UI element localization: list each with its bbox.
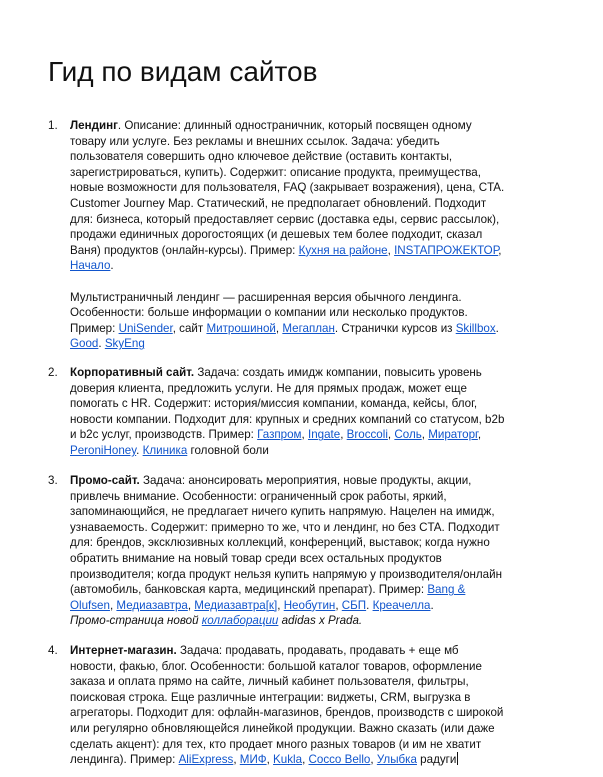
body-text: новости компании. Подходит для: крупных и средних компаний со статусом, b2b <box>70 412 505 426</box>
list-number: 4. <box>48 644 58 657</box>
hyperlink[interactable]: AliExpress <box>178 753 234 767</box>
text-line <box>70 212 530 228</box>
body-text: . <box>366 598 373 612</box>
hyperlink[interactable]: коллаборации <box>201 614 279 628</box>
list-item-promo <box>48 473 530 629</box>
body-text: , сайт <box>172 321 207 335</box>
list-number: 2. <box>48 366 58 379</box>
body-text: Пример: <box>70 321 119 335</box>
body-text: привлечь внимание. Особенности: ограниченный срок работы, яркий, <box>70 489 447 503</box>
text-line <box>70 243 530 259</box>
text-cursor <box>457 752 458 765</box>
body-text: Задача: анонсировать мероприятия, новые продукты, акции, <box>139 474 472 487</box>
body-text: или регулярно обновляющейся линейкой продукции. Важно сказать (или даже <box>70 721 495 735</box>
body-text: лендинга). Пример: <box>70 753 179 767</box>
hyperlink[interactable]: Улыбка <box>376 753 417 767</box>
hyperlink[interactable]: Начало <box>70 259 111 273</box>
body-text: запоминающийся, не предлагает ничего купить напрямую. Нацелен на имидж, <box>70 505 495 519</box>
body-text: новые возможности для пользователя, FAQ (закрывает возражения), цена, CTA. <box>70 181 505 195</box>
body-text: , <box>498 243 502 257</box>
text-line <box>70 134 530 150</box>
hyperlink[interactable]: SkyEng <box>104 337 145 351</box>
text-line <box>70 520 530 536</box>
body-text: . <box>495 321 499 335</box>
text-line <box>70 336 530 352</box>
text-line <box>70 551 530 567</box>
body-text: , <box>340 428 347 442</box>
body-text: Мультистраничный лендинг — расширенная версия обычного лендинга. <box>70 290 462 304</box>
text-line <box>70 752 530 768</box>
body-text: , <box>109 598 117 612</box>
text-line <box>70 690 530 706</box>
hyperlink[interactable]: Медиазавтра[к] <box>194 598 278 612</box>
text-line <box>70 227 530 243</box>
body-text: , <box>302 753 309 767</box>
item-heading: Корпоративный сайт. <box>70 366 195 379</box>
text-line <box>70 737 530 753</box>
body-text: зарегистрироваться, купить). Содержит: описание продукта, преимущества, <box>70 165 481 179</box>
text-line <box>70 598 530 614</box>
text-line <box>70 504 530 520</box>
hyperlink[interactable]: Ingate <box>307 428 341 442</box>
body-text: , <box>335 598 342 612</box>
body-text: заказа и оплата прямо на сайте, личный кабинет пользователя, фильтры, <box>70 675 469 689</box>
text-line <box>70 613 530 629</box>
hyperlink[interactable]: Good <box>70 337 99 351</box>
text-line <box>70 443 530 459</box>
body-text: , <box>277 598 284 612</box>
hyperlink[interactable]: Креачелла <box>372 598 431 612</box>
hyperlink[interactable]: UniSender <box>118 321 173 335</box>
hyperlink[interactable]: Необутин <box>283 598 336 612</box>
body-text: новости, факью, блог. Особенности: большой каталог товаров, оформление <box>70 659 482 673</box>
body-text: для: бизнеса, который предоставляет сервис (доставка еды, сервис рассылок), <box>70 212 500 226</box>
body-text: , <box>421 428 429 442</box>
text-line <box>70 643 530 659</box>
item-heading: Промо-сайт. <box>70 474 140 487</box>
body-text: узнаваемость. Содержит: примерно то же, что и лендинг, но без CTA. Подходит <box>70 520 500 534</box>
body-text: , <box>187 598 195 612</box>
hyperlink[interactable]: Мираторг <box>428 428 478 442</box>
list-item-landing <box>48 118 530 352</box>
text-line <box>70 365 530 381</box>
text-line <box>70 396 530 412</box>
body-text: сделать акцент): для тех, кто продает много разных товаров (и им не хватит <box>70 737 482 751</box>
body-text: Ваня) продуктов (онлайн-курсы). Пример: <box>70 243 299 257</box>
body-text: обратить внимание на новый товар среди всех остальных продуктов <box>70 551 442 565</box>
hyperlink[interactable]: Митрошиной <box>206 321 276 335</box>
text-line <box>70 274 530 290</box>
body-text: Особенности: больше информации о компании или несколько продуктов. <box>70 306 468 320</box>
italic-text: Промо-страница новой <box>70 614 202 628</box>
hyperlink[interactable]: Skillbox <box>455 321 496 335</box>
body-text: продажи единичных дорогостоящих (и дешевых тем более подходит, сказал <box>70 228 483 242</box>
text-line <box>70 118 530 134</box>
item-heading: Лендинг <box>70 119 118 132</box>
text-line <box>70 473 530 489</box>
text-line <box>70 674 530 690</box>
list-number: 3. <box>48 474 58 487</box>
text-line <box>70 659 530 675</box>
list-item-corporate <box>48 365 530 459</box>
hyperlink[interactable]: Cocco Bello <box>308 753 371 767</box>
body-text: агрегаторы. Подходит для: офлайн-магазинов, брендов, производств с широкой <box>70 706 504 720</box>
text-line <box>70 149 530 165</box>
body-text: Задача: продавать, продавать, продавать + еще мб <box>176 644 459 657</box>
body-text: . <box>430 598 434 612</box>
page-title: Гид по видам сайтов <box>48 56 318 87</box>
hyperlink[interactable]: INSTAПРОЖЕКТОР <box>394 243 499 257</box>
hyperlink[interactable]: Broccoli <box>346 428 388 442</box>
hyperlink[interactable]: Газпром <box>257 428 302 442</box>
hyperlink[interactable]: Медиазавтра <box>116 598 188 612</box>
text-line <box>70 196 530 212</box>
hyperlink[interactable]: Olufsen <box>70 598 110 612</box>
hyperlink[interactable]: СБП <box>341 598 367 612</box>
text-line <box>70 321 530 337</box>
hyperlink[interactable]: Kukla <box>273 753 303 767</box>
body-text: . Описание: длинный одностраничник, который посвящен одному <box>117 119 472 132</box>
body-text: поисковая строка. Еще различные интеграции: виджеты, CRM, выгрузка в <box>70 690 471 704</box>
body-text: доверия клиента, предложить услуги. Не для прямых продаж, может еще <box>70 381 467 395</box>
body-text: , <box>477 428 482 442</box>
body-text: (автомобиль, банковская карта, медицинский препарат). Пример: <box>70 583 428 597</box>
item-heading: Интернет-магазин. <box>70 644 177 657</box>
hyperlink[interactable]: Соль <box>394 428 422 442</box>
text-line <box>70 258 530 274</box>
text-line <box>70 412 530 428</box>
body-text: для: брендов, эксклюзивных коллекций, конференций, выставок; когда нужно <box>70 536 490 550</box>
italic-text: adidas x Prada. <box>278 614 363 628</box>
text-line <box>70 305 530 321</box>
body-text: . <box>98 337 105 351</box>
body-text: , <box>275 321 283 335</box>
hyperlink[interactable]: PeroniHoney <box>70 443 137 457</box>
text-line <box>70 535 530 551</box>
text-line <box>70 567 530 583</box>
body-text: Customer Journey Map. Статический, не предполагает обновлений. Подходит <box>70 196 487 210</box>
text-line <box>70 381 530 397</box>
hyperlink[interactable]: Bang & <box>427 583 466 597</box>
body-text: . <box>136 443 143 457</box>
text-line <box>70 489 530 505</box>
hyperlink[interactable]: Мегаплан <box>282 321 335 335</box>
text-line <box>70 582 530 598</box>
body-text: радуги <box>416 753 457 767</box>
hyperlink[interactable]: МИФ <box>239 753 267 767</box>
body-text: , <box>370 753 377 767</box>
body-text: , <box>301 428 308 442</box>
text-line <box>70 165 530 181</box>
hyperlink[interactable]: Клиника <box>142 443 188 457</box>
body-text: и b2c услуг, производств. Пример: <box>70 428 258 442</box>
text-line <box>70 427 530 443</box>
text-line <box>70 180 530 196</box>
body-text: товару или услуге. Без рекламы и внешних ссылок. Задача: убедить <box>70 134 440 148</box>
body-text: помогать с HR. Содержит: история/миссия компании, команда, кейсы, блог, <box>70 397 478 411</box>
body-text: . <box>110 259 114 273</box>
body-text: , <box>266 753 274 767</box>
text-line <box>70 290 530 306</box>
body-text: , <box>387 243 395 257</box>
text-line <box>70 705 530 721</box>
body-text: производителя; когда продукт нельзя купить напрямую у производителя/онлайн <box>70 567 503 581</box>
list-item-eshop <box>48 643 530 768</box>
body-text: , <box>387 428 395 442</box>
hyperlink[interactable]: Кухня на районе <box>298 243 388 257</box>
body-text: Задача: создать имидж компании, повысить уровень <box>194 366 482 379</box>
body-text: . Странички курсов из <box>334 321 456 335</box>
list-number: 1. <box>48 119 58 132</box>
body-text: пользователя совершить одно ключевое действие (оставить контакты, <box>70 150 453 164</box>
text-line <box>70 721 530 737</box>
body-text: , <box>233 753 240 767</box>
body-text: головной боли <box>187 443 269 457</box>
